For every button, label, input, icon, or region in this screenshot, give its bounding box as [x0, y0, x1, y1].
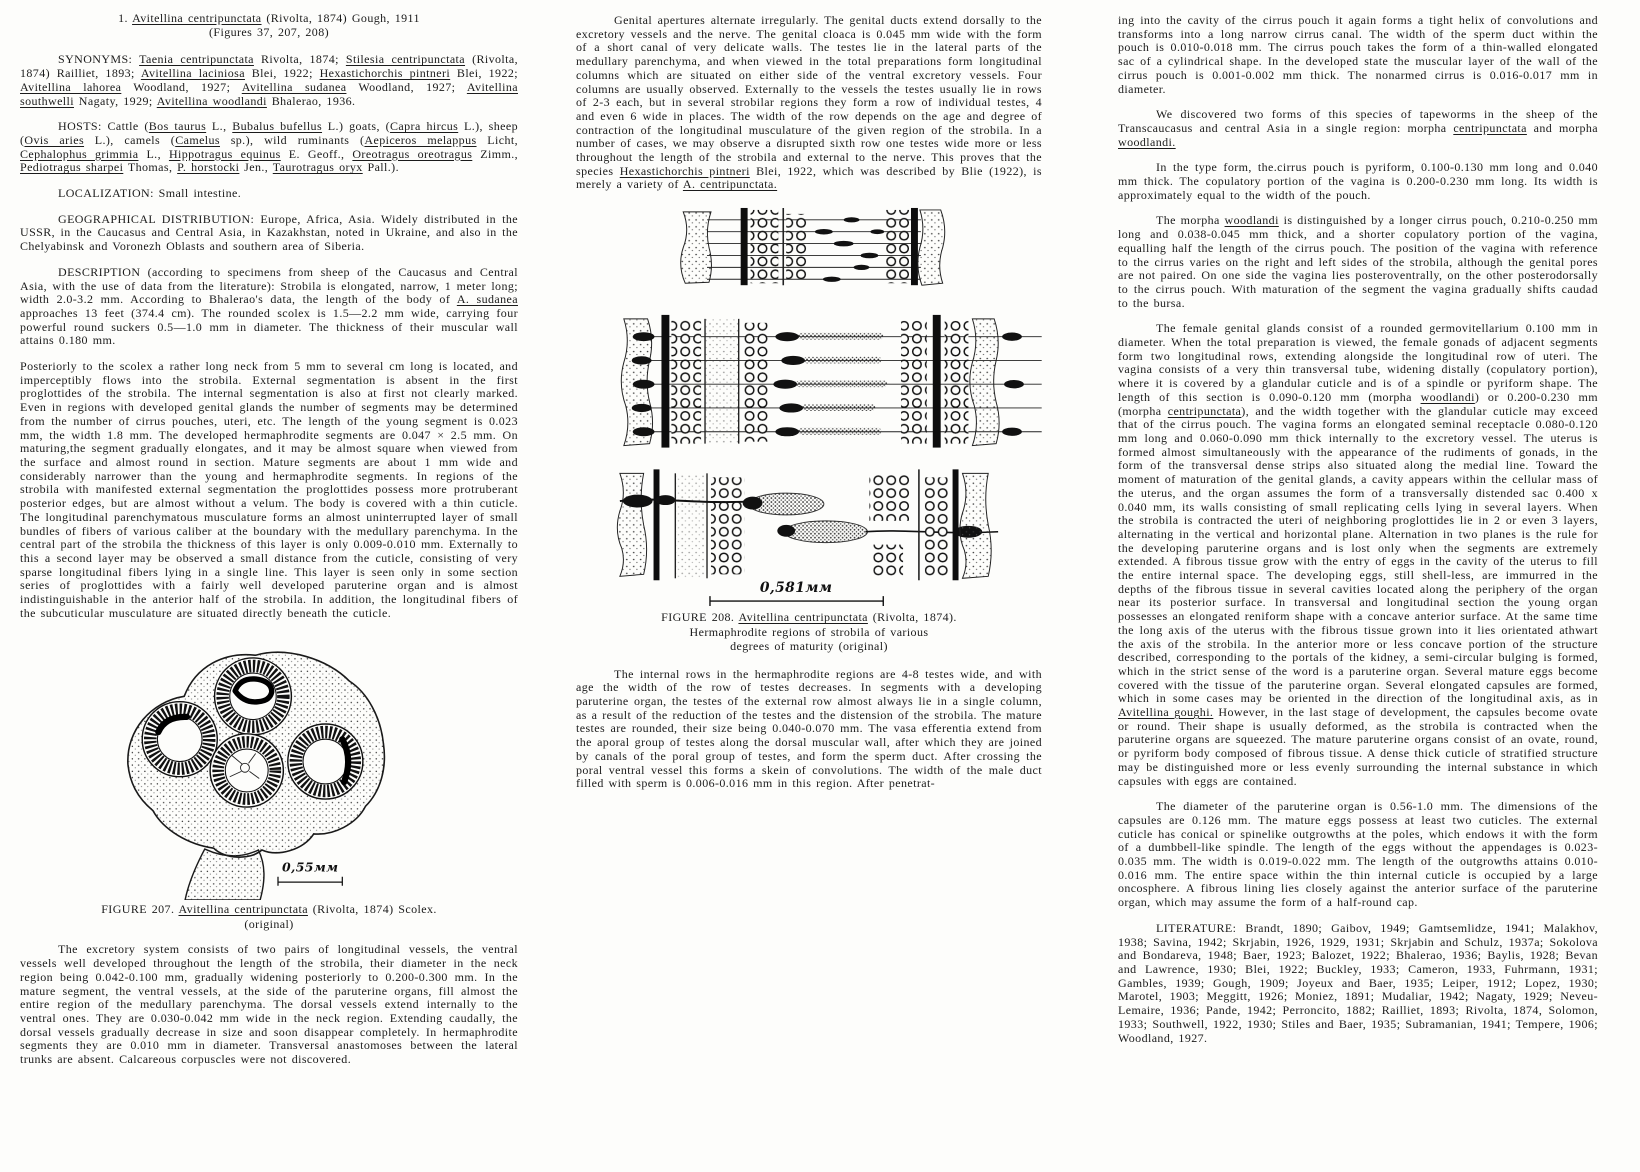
strobila-strip-hermaphrodite [621, 315, 1041, 448]
paragraph-two-forms: We discovered two forms of this species of tapeworms in the sheep of the Transcaucasus and central Asia in a single region: morpha centripunctata and morpha woodlandi. [1118, 107, 1599, 149]
paragraph-localization: LOCALIZATION: Small intestine. [58, 186, 242, 201]
figure-207-caption-line1: FIGURE 207. Avitellina centripunctata (Rivolta, 1874) Scolex. [101, 902, 437, 917]
paragraph-hosts: HOSTS: Cattle (Bos taurus L., Bubalus bufellus L.) goats, (Capra hircus L.), sheep (Ovis aries L.), camels (Camelus sp.), wild ruminants (Aepiceros melappus Licht, Cephalophus grimmia L., Hippotragus equinus E. Geoff., Oreotragus oreotragus Zimm., Pediotragus sharpei Thomas, P. horstocki Jen., Taurotragus oryx Pall.). [20, 119, 519, 175]
paragraph-literature: LITERATURE: Brandt, 1890; Gaibov, 1949; Gamtsemlidze, 1941; Malakhov, 1938; Savina, 1942; Skrjabin, 1926, 1929, 1931; Skrjabin and Schulz, 1937a; Sokolova and Bondareva, 1948; Baer, 1923; Balozet, 1922; Bhalerao, 1936; Baylis, 1928; Bevan and Lawrence, 1930; Blei, 1922; Buckley, 1933; Cameron, 1933, Fuhrmann, 1931; Gambles, 1939; Gough, 1909; Joyeux and Baer, 1935; Leiper, 1912; Lopez, 1930; Marotel, 1903; Meggitt, 1926; Moniez, 1891; Mudaliar, 1942; Nagaty, 1929; Neveu-Lemaire, 1936; Pande, 1942; Perroncito, 1882; Railliet, 1893; Rivolta, 1874, Solomon, 1933; Southwell, 1922, 1930; Stiles and Baer, 1935; Subramanian, 1941; Tempere, 1906; Woodland, 1927. [1118, 920, 1598, 1045]
figure-208-caption-line2: Hermaphrodite regions of strobila of various [689, 624, 929, 639]
paragraph-type-form: In the type form, the.cirrus pouch is pyriform, 0.100-0.130 mm long and 0.040 mm thick. The copulatory portion of the vagina is 0.200-0.230 mm long. Its width is approximately equal to the width of the pouch. [1118, 160, 1598, 202]
paragraph-neck-segmentation: Posteriorly to the scolex a rather long neck from 5 mm to several cm long is located, and imperceptibly flows into the strobila. External segmentation is absent in the first proglottides of the strobila. The internal segmentation is also at first not clearly marked. Even in regions with developed genital glands the number of segments may be determined from the number of cirrus pouches, uteri, etc. The length of the young segment is 0.023 mm, the width 1.8 mm. The developed hermaphrodite segments are 0.047 × 2.5 mm. On maturing,the segment gradually elongates, and it may be almost square when viewed from the surface and almost round in section. Mature segments are about 1 mm wide and considerably narrower than the young and hermaphrodite segments. In regions of the strobila with manifested external segmentation the proglottides possess more protruberant posterior edges, but are almost without a velum. The body is covered with a thin cuticle. The longitudinal parenchymatous musculature forms an almost uninterrupted layer of small bundles of fibers of various caliber at the boundary with the medullary parenchyma. In the central part of the strobila the thickness of this layer is only 0.009-0.010 mm. Externally to this a second layer may be observed a small distance from the cuticle, consisting of very sparse longitudinal fibers lying in a single line. This layer is seen only in some section series of proglottides with a fairly well developed paruterine organ and is almost indistinguishable in the anterior half of the strobila. In addition, the longitudinal fibers of the subcuticular musculature are situated directly beneath the cuticle. [20, 359, 518, 620]
paragraph-description: DESCRIPTION (according to specimens from sheep of the Caucasus and Central Asia, with the use of data from the literature): Strobila is elongated, narrow, 1 meter long; width 2.0-3.2 mm. According to Bhalerao's data, the length of the body of A. sudanea approaches 13 feet (374.4 cm). The rounded scolex is 1.5—2.2 mm wide, carrying four powerful round suckers 0.5—1.0 mm in diameter. The thickness of their muscular wall attains 0.180 mm. [20, 264, 518, 348]
paragraph-excretory-system: The excretory system consists of two pairs of longitudinal vessels, the ventral vessels well developed throughout the length of the strobila, their diameter in the neck region being 0.042-0.100 mm, gradually widening posteriorly to 0.200-0.300 mm. In the mature segment, the ventral vessels, at the side of the paruterine organs, fill almost the entire region of the medullary parenchyma. The dorsal vessels extend internally to the ventral ones. They are 0.030-0.042 mm wide in the neck region. Extending caudally, the dorsal vessels gradually decrease in size and soon disappear completely. In hermaphrodite segments they are 0.010 mm in diameter. Transversal anastomoses between the lateral trunks are absent. Calcareous corpuscles were not discovered. [20, 942, 518, 1067]
scolex-drawing [78, 632, 478, 900]
strobila-strip-mature [617, 470, 998, 581]
figure-207-scale-bar [278, 860, 342, 886]
column-left [20, 12, 518, 1079]
sucker-left [142, 702, 217, 777]
paragraph-genital-apertures: Genital apertures alternate irregularly. The genital ducts extend dorsally to the excretory vessels and the nerve. The genital cloaca is 0.045 mm wide with the form of a short canal of very delicate walls. The testes lie in the lateral parts of the medullary parenchyma, and when viewed in the total preparations form longitudinal columns which are situated on either side of the ventral excretory vessels. Four columns are usually observed. Externally to the vessels the testes usually lie in rows of 2-3 each, but in several strobilar regions they form a row of individual testes, 4 and even 6 wide in places. The width of the row depends on the age and degree of contraction of the longitudinal musculature of the given region of the strobila. In a number of cases, we may observe a disrupted sixth row one testes wide more or less throughout the length of the strobila and external to the nerve. This proves that the species Hexastichorchis pintneri Blei, 1922, which was described by Blie (1922), is merely a variety of A. centripunctata. [576, 13, 1042, 192]
figure-208-scale-label: 0,581мм [759, 580, 833, 597]
paragraph-female-genital-glands: The female genital glands consist of a rounded germovitellarium 0.100 mm in diameter. When the total preparation is viewed, the female gonads of adjacent segments form two longitudinal rows, extending alongside the longitudinal row of uteri. The vagina consists of a very thin transversal tube, widening distally (copulatory portion), where it is covered by a glandular cuticle and is of a spindle or pyriform shape. The length of this section is 0.090-0.120 mm (morpha woodlandi) or 0.200-0.230 mm (morpha centripunctata), and the width together with the glandular cuticle may exceed that of the cirrus pouch. The vagina forms an elongated seminal receptacle 0.080-0.120 mm long and 0.060-0.090 mm thick internally to the excretory vessel. The uterus is formed almost simultaneously with the appearance of the rudiments of gonads, in the form of the transversal dense strips also situated along the medial line. Toward the moment of maturation of the genital glands, a cavity appears within the cellular mass of the uterus, and the organ assumes the form of a transversally distended sac 0.400 x 0.040 mm, its walls consisting of small replicating cells lying in several layers. When the strobila is contracted the uteri of neighboring proglottides lie in 2 or even 3 layers, alternating in the vertical and horizontal plane. Alternation in two planes is the rule for the developing paruterine organs and is lost only when the segments are extremely extended. A fibrous tissue grow with the entry of eggs in the cavity of the uterus to fill the entire internal space. The developing eggs, still shell-less, are immurred in the depths of the fibrous tissue in several cavities located along the periphery of the organ near its posterior surface. In transversal and longitudinal section the young organ possesses an elongated reniform shape with a concave anterior surface. At the same time the long axis of the uterus with the fibrous tissue grown into it lies orientated athwart the axis of the strobila. In the anterior more or less concave portion of the structure described, corresponding to the portals of the kidney, a semi-circular bulging is formed, which in the strict sense of the word is a paruterine organ. Several mature eggs become covered with the tissue of the paruterine organ. Several elongated capsules are formed, which in some cases may be oriented in the direction of the longitudinal axis, as in Avitellina goughi. However, in the last stage of development, the capsules become ovate or round. Their shape is usually deformed, as the strobila is contracted when the paruterine organs are squeezed. The mature paruterine organs consist of an ovate, round, or pyriform body composed of fibrous tissue. A dense thick cuticle of stratified structure may be distinguished more or less evenly surrounding the internal substance in which capsules with eggs are contained. [1118, 321, 1598, 788]
figure-207 [78, 632, 518, 900]
sucker-center [210, 734, 283, 807]
column-right [1118, 14, 1598, 1057]
figure-207-caption [20, 902, 518, 931]
species-heading-line2: (Figures 37, 207, 208) [209, 24, 329, 39]
sucker-right [288, 724, 363, 799]
figure-208-caption-line3: degrees of maturity (original) [730, 639, 888, 654]
figure-208-scale-bar [710, 580, 883, 606]
scolex-neck [185, 850, 264, 901]
uterus-streaks [773, 332, 887, 436]
paragraph-morpha-woodlandi: The morpha woodlandi is distinguished by a longer cirrus pouch, 0.210-0.250 mm long and 0.038-0.045 mm thick, and a shorter copulatory portion of the vagina, equalling half the length of the cirrus pouch. The position of the vagina with reference to the cirrus varies on the right and left sides of the strobila, although the genital pores are not paired. On one side the vagina lies posteroventrally, on the other posterodorsally to the cirrus pouch. With maturation of the segment the vagina gradually shifts caudad to the bursa. [1118, 213, 1599, 310]
species-heading-line1: 1. Avitellina centripunctata (Rivolta, 1874) Gough, 1911 [118, 11, 420, 25]
species-heading [20, 12, 518, 39]
strobila-drawing [576, 204, 1042, 608]
figure-208-caption-line1: FIGURE 208. Avitellina centripunctata (Rivolta, 1874). [661, 610, 957, 625]
sucker-top [215, 658, 292, 735]
figure-208-caption [576, 610, 1042, 654]
strobila-strip-young [681, 208, 945, 285]
paragraph-geographical-distribution: GEOGRAPHICAL DISTRIBUTION: Europe, Africa, Asia. Widely distributed in the USSR, in the Caucasus and Central Asia, in Kazakhstan, noted in Ukraine, and also in the Chelyabinsk and Voronezh Oblasts and southern area of Siberia. [20, 211, 518, 254]
figure-207-caption-line2: (original) [244, 916, 294, 931]
figure-208 [576, 204, 1042, 608]
column-middle [576, 14, 1042, 803]
paragraph-synonyms: SYNONYMS: Taenia centripunctata Rivolta, 1874; Stilesia centripunctata (Rivolta, 1874) Railliet, 1893; Avitellina laciniosa Blei, 1922; Hexastichorchis pintneri Blei, 1922; Avitellina lahorea Woodland, 1927; Avitellina sudanea Woodland, 1927; Avitellina southwelli Nagaty, 1929; Avitellina woodlandi Bhalerao, 1936. [20, 52, 518, 108]
paragraph-internal-rows: The internal rows in the hermaphrodite regions are 4-8 testes wide, and with age the width of the row of testes decreases. In segments with a developing paruterine organ, the testes of the external row almost always lie in a single column, as a result of the reduction of the testes and the distension of the strobila. The mature testes are rounded, their size being 0.040-0.070 mm. The vasa efferentia extend from the aporal group of testes along the dorsal muscular wall, after which they are joined by canals of the poral group of testes, and form the sperm duct. After crossing the poral ventral vessel this forms a skein of convolutions. The width of the male duct filled with sperm is 0.006-0.016 mm in this region. After penetrat- [576, 666, 1042, 791]
paragraph-cirrus-pouch: ing into the cavity of the cirrus pouch it again forms a tight helix of convolutions and transforms into a long narrow cirrus canal. The width of the sperm duct within the pouch is 0.010-0.018 mm. The cirrus pouch takes the form of a thin-walled elongated sac of a cylindrical shape. In the developed state the muscular layer of the wall of the cirrus pouch is 0.001-0.002 mm thick. The nonarmed cirrus is 0.016-0.017 mm in diameter. [1118, 13, 1598, 96]
paragraph-paruterine-organ: The diameter of the paruterine organ is 0.56-1.0 mm. The dimensions of the capsules are 0.126 mm. The mature eggs possess at least two cuticles. The external cuticle has conical or spinelike outgrowths at the poles, which endows it with the form of a dumbbell-like spindle. The length of the eggs without the appendages is 0.023-0.035 mm. The width is 0.019-0.022 mm. The length of the outgrowths attains 0.010-0.016 mm. The entire space within the thin internal cuticle is occupied by a large oncosphere. A fibrous lining lies closely against the anterior surface of the paruterine organ, which may assume the form of a half-round cap. [1118, 799, 1598, 910]
figure-207-scale-label: 0,55мм [281, 859, 339, 875]
